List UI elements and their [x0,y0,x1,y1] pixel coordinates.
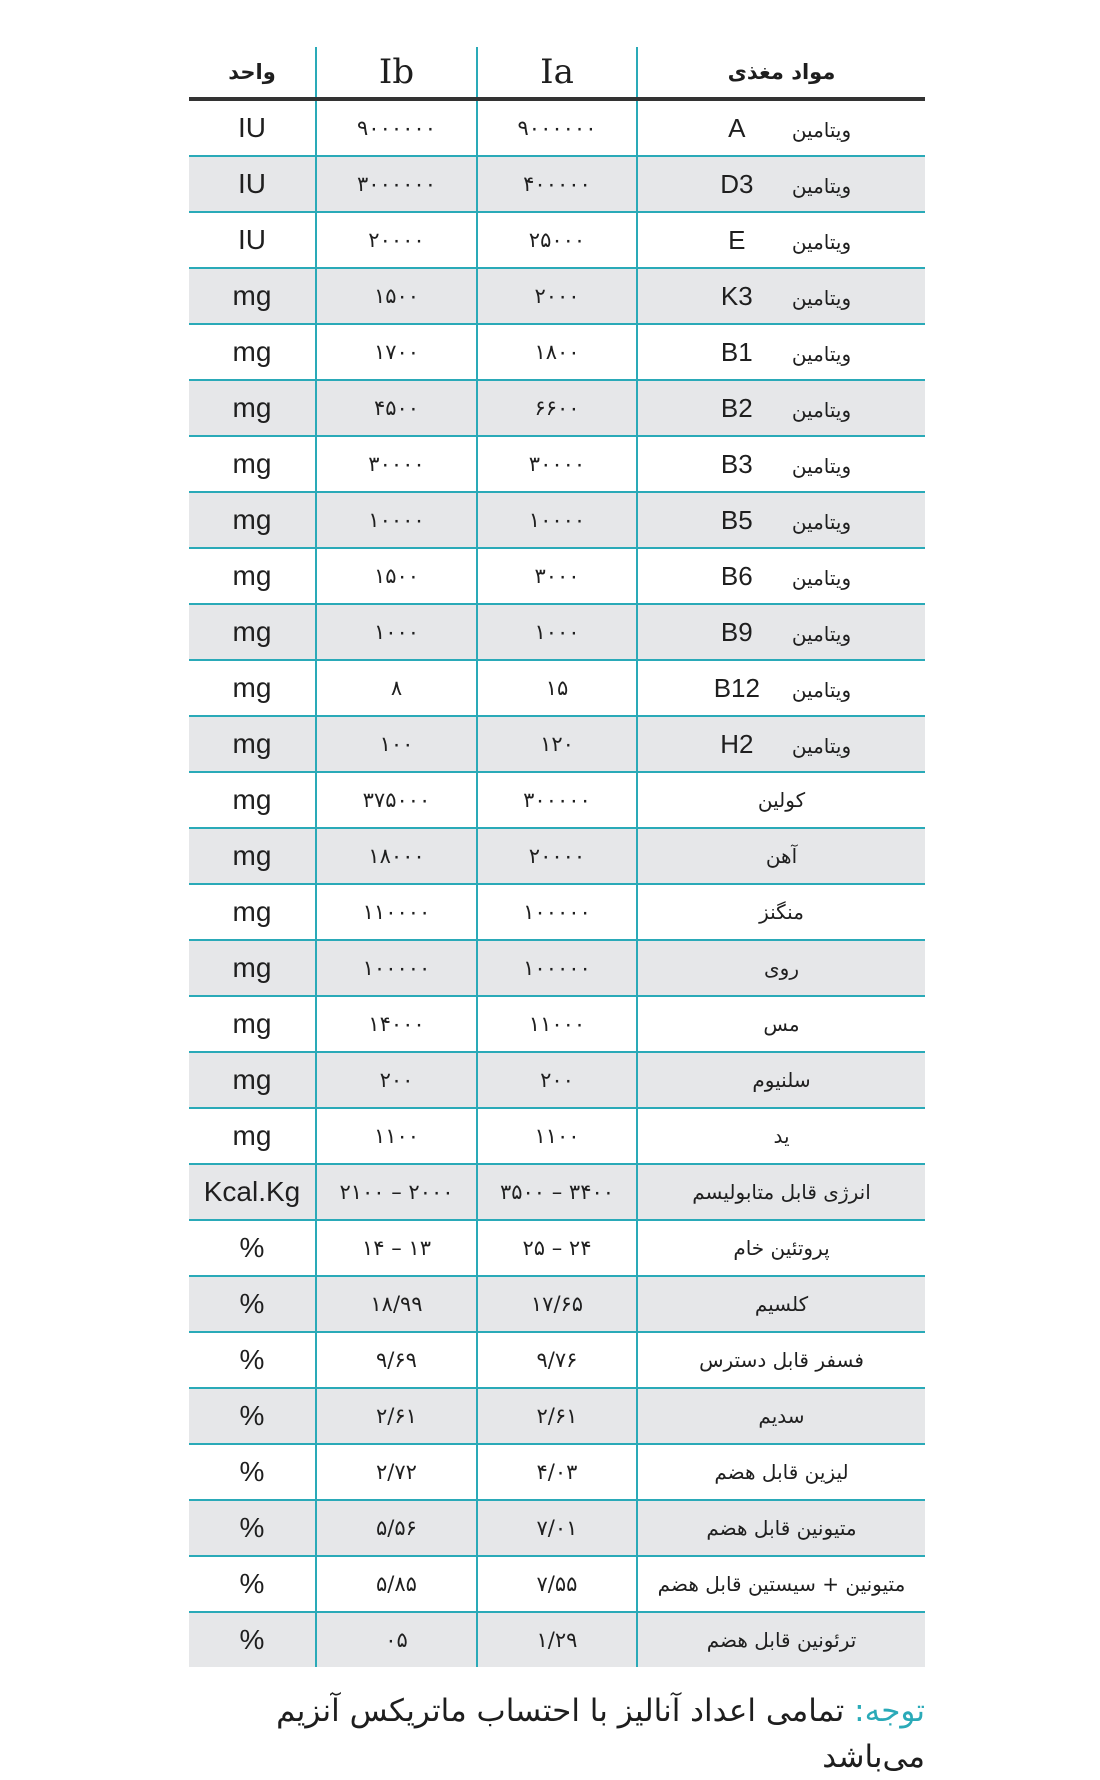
ia-value-cell: ۱۷/۶۵ [477,1276,637,1332]
table-row [189,1276,925,1332]
nutrient-name-cell [637,156,925,212]
ib-value-cell: ۹/۶۹ [316,1332,477,1388]
ib-value-cell: ۱۸/۹۹ [316,1276,477,1332]
nutrient-name-cell [637,1500,925,1556]
nutrient-name-cell [637,884,925,940]
nutrient-name-cell [637,548,925,604]
table-header [189,47,925,99]
nutrient-name-cell [637,1220,925,1276]
nutrient-name: مس [763,1012,800,1036]
table-row [189,548,925,604]
nutrient-name: متیونین + سیستین قابل هضم [657,1572,906,1596]
vitamin-code: B1 [720,336,753,367]
ia-value-cell: ۳۰۰۰ [477,548,637,604]
ia-value-cell: ۷/۵۵ [477,1556,637,1612]
vitamin-code: E [728,224,746,255]
nutrient-name: سدیم [758,1404,805,1428]
vitamin-code: B9 [720,616,753,647]
table-row [189,436,925,492]
nutrient-name: روی [764,956,799,980]
nutrient-name: ترئونین قابل هضم [706,1628,857,1652]
unit-cell: % [189,1612,316,1667]
table-row [189,99,925,156]
table-row [189,996,925,1052]
vitamin-word: ویتامین [791,285,852,310]
ia-value-cell: ۱/۲۹ [477,1612,637,1667]
ib-value-cell: ۱۵۰۰ [316,268,477,324]
unit-cell: mg [189,1052,316,1108]
table-row [189,716,925,772]
unit-cell: mg [189,492,316,548]
table-row [189,1052,925,1108]
ib-value-cell: ۸ [316,660,477,716]
ia-value-cell: ۱۱۰۰۰ [477,996,637,1052]
table-body [189,99,925,1667]
ia-value-cell: ۱۰۰۰۰۰ [477,940,637,996]
nutrient-name-cell [637,380,925,436]
ia-value-cell: ۲۰۰۰ [477,268,637,324]
nutrient-name-cell [637,492,925,548]
unit-cell: mg [189,268,316,324]
unit-cell: mg [189,884,316,940]
table-row [189,1612,925,1667]
ib-value-cell: ۱۱۰۰ [316,1108,477,1164]
vitamin-word: ویتامین [791,341,852,366]
unit-cell: mg [189,716,316,772]
ib-value-cell: ۲۰۰ [316,1052,477,1108]
vitamin-word: ویتامین [791,565,852,590]
nutrient-name-cell [637,1164,925,1220]
ib-value-cell: ۱۰۰۰۰ [316,492,477,548]
ia-value-cell: ۳۰۰۰۰۰ [477,772,637,828]
nutrient-name: کلسیم [754,1292,809,1316]
nutrient-name: سلنیوم [752,1068,811,1092]
ia-value-cell: ۲/۶۱ [477,1388,637,1444]
nutrient-name-cell [637,604,925,660]
table-row [189,1500,925,1556]
ib-value-cell: ۱۰۰ [316,716,477,772]
unit-cell: mg [189,940,316,996]
vitamin-code: B2 [720,392,753,423]
nutrient-name-cell [637,99,925,156]
ia-value-cell: ۷/۰۱ [477,1500,637,1556]
nutrient-name-cell [637,828,925,884]
ib-value-cell: ۹۰۰۰۰۰۰ [316,99,477,156]
table-row [189,492,925,548]
ia-value-cell: ۳۰۰۰۰ [477,436,637,492]
unit-cell: mg [189,324,316,380]
header-ia: Ia [477,47,637,99]
ib-value-cell: ۳۷۵۰۰۰ [316,772,477,828]
footnote-text: تمامی اعداد آنالیز با احتساب ماتریکس آنزیم می‌باشد [276,1693,925,1775]
table-row [189,324,925,380]
footnote-label: توجه: [854,1693,925,1729]
nutrient-name: لیزین قابل هضم [714,1460,849,1484]
unit-cell: IU [189,156,316,212]
nutrient-name-cell [637,1444,925,1500]
nutrient-name: فسفر قابل دسترس [699,1348,864,1372]
table-row [189,1388,925,1444]
unit-cell: mg [189,548,316,604]
table-row [189,156,925,212]
ib-value-cell: ۳۰۰۰۰۰۰ [316,156,477,212]
vitamin-code: D3 [720,168,754,199]
vitamin-code: H2 [720,728,754,759]
table-row [189,1556,925,1612]
nutrient-name-cell [637,1052,925,1108]
unit-cell: mg [189,660,316,716]
nutrient-name-cell [637,1276,925,1332]
nutrient-name-cell [637,1332,925,1388]
unit-cell: % [189,1276,316,1332]
table-row [189,212,925,268]
table-row [189,1444,925,1500]
nutrient-name-cell [637,660,925,716]
table-row [189,884,925,940]
ib-value-cell: ۱۷۰۰ [316,324,477,380]
ib-value-cell: ۰۵ [316,1612,477,1667]
vitamin-word: ویتامین [791,677,852,702]
table-row [189,1332,925,1388]
vitamin-word: ویتامین [791,397,852,422]
unit-cell: IU [189,212,316,268]
table-row [189,1220,925,1276]
ia-value-cell: ۱۲۰ [477,716,637,772]
ib-value-cell: ۱۱۰۰۰۰ [316,884,477,940]
ib-value-cell: ۲/۶۱ [316,1388,477,1444]
ib-value-cell: ۱۰۰۰۰۰ [316,940,477,996]
ib-value-cell: ۱۰۰۰ [316,604,477,660]
ib-value-cell: ۵/۸۵ [316,1556,477,1612]
nutrient-name-cell [637,324,925,380]
vitamin-word: ویتامین [791,733,852,758]
unit-cell: IU [189,99,316,156]
vitamin-code: A [728,112,746,143]
table-row [189,268,925,324]
nutrient-name-cell [637,940,925,996]
ia-value-cell: ۴۰۰۰۰۰ [477,156,637,212]
header-ib: Ib [316,47,477,99]
unit-cell: % [189,1220,316,1276]
nutrient-name: ید [773,1124,790,1148]
unit-cell: % [189,1388,316,1444]
nutrient-name-cell [637,436,925,492]
vitamin-code: B3 [720,448,753,479]
vitamin-word: ویتامین [791,453,852,478]
nutrient-name-cell [637,212,925,268]
vitamin-word: ویتامین [791,173,852,198]
unit-cell: mg [189,828,316,884]
unit-cell: % [189,1556,316,1612]
ia-value-cell: ۱۱۰۰ [477,1108,637,1164]
unit-cell: % [189,1500,316,1556]
ia-value-cell: ۲۵۰۰۰ [477,212,637,268]
ia-value-cell: ۱۰۰۰ [477,604,637,660]
nutrient-name: آهن [765,844,798,868]
footnote [189,1688,925,1780]
ia-value-cell: ۳۴۰۰ – ۳۵۰۰ [477,1164,637,1220]
nutrient-name: پروتئین خام [733,1236,830,1260]
ia-value-cell: ۱۸۰۰ [477,324,637,380]
ib-value-cell: ۲۰۰۰ – ۲۱۰۰ [316,1164,477,1220]
ib-value-cell: ۱۵۰۰ [316,548,477,604]
nutrient-name-cell [637,772,925,828]
vitamin-word: ویتامین [791,229,852,254]
ia-value-cell: ۱۰۰۰۰۰ [477,884,637,940]
vitamin-word: ویتامین [791,509,852,534]
table-row [189,660,925,716]
ib-value-cell: ۴۵۰۰ [316,380,477,436]
ib-value-cell: ۲/۷۲ [316,1444,477,1500]
unit-cell: % [189,1444,316,1500]
nutrient-name-cell [637,996,925,1052]
table-row [189,828,925,884]
ia-value-cell: ۴/۰۳ [477,1444,637,1500]
table-row [189,380,925,436]
table-row [189,604,925,660]
nutrient-name: متیونین قابل هضم [706,1516,857,1540]
nutrient-name-cell [637,1108,925,1164]
vitamin-code: B6 [720,560,753,591]
ia-value-cell: ۲۴ – ۲۵ [477,1220,637,1276]
table-row [189,1164,925,1220]
vitamin-code: K3 [720,280,753,311]
unit-cell: mg [189,380,316,436]
ia-value-cell: ۲۰۰۰۰ [477,828,637,884]
unit-cell: % [189,1332,316,1388]
nutrient-name-cell [637,716,925,772]
nutrient-name: منگنز [759,900,804,924]
ib-value-cell: ۳۰۰۰۰ [316,436,477,492]
ib-value-cell: ۲۰۰۰۰ [316,212,477,268]
ia-value-cell: ۹۰۰۰۰۰۰ [477,99,637,156]
ia-value-cell: ۲۰۰ [477,1052,637,1108]
unit-cell: mg [189,996,316,1052]
ia-value-cell: ۹/۷۶ [477,1332,637,1388]
ia-value-cell: ۶۶۰۰ [477,380,637,436]
ia-value-cell: ۱۵ [477,660,637,716]
nutrient-table-container [189,47,925,1667]
ib-value-cell: ۵/۵۶ [316,1500,477,1556]
ib-value-cell: ۱۸۰۰۰ [316,828,477,884]
nutrient-name-cell [637,1556,925,1612]
nutrient-name: کولین [757,788,806,812]
vitamin-word: ویتامین [791,621,852,646]
unit-cell: mg [189,436,316,492]
header-unit: واحد [189,47,316,99]
unit-cell: Kcal.Kg [189,1164,316,1220]
vitamin-code: B12 [713,672,760,703]
header-row [189,47,925,99]
nutrient-name: انرژی قابل متابولیسم [692,1180,871,1204]
nutrient-table [189,47,925,1667]
unit-cell: mg [189,1108,316,1164]
ib-value-cell: ۱۴۰۰۰ [316,996,477,1052]
header-nutrient: مواد مغذی [637,47,925,99]
unit-cell: mg [189,772,316,828]
nutrient-name-cell [637,1612,925,1667]
table-row [189,940,925,996]
table-row [189,1108,925,1164]
ia-value-cell: ۱۰۰۰۰ [477,492,637,548]
vitamin-code: B5 [720,504,753,535]
nutrient-name-cell [637,268,925,324]
nutrient-name-cell [637,1388,925,1444]
table-row [189,772,925,828]
ib-value-cell: ۱۳ – ۱۴ [316,1220,477,1276]
vitamin-word: ویتامین [791,117,852,142]
unit-cell: mg [189,604,316,660]
